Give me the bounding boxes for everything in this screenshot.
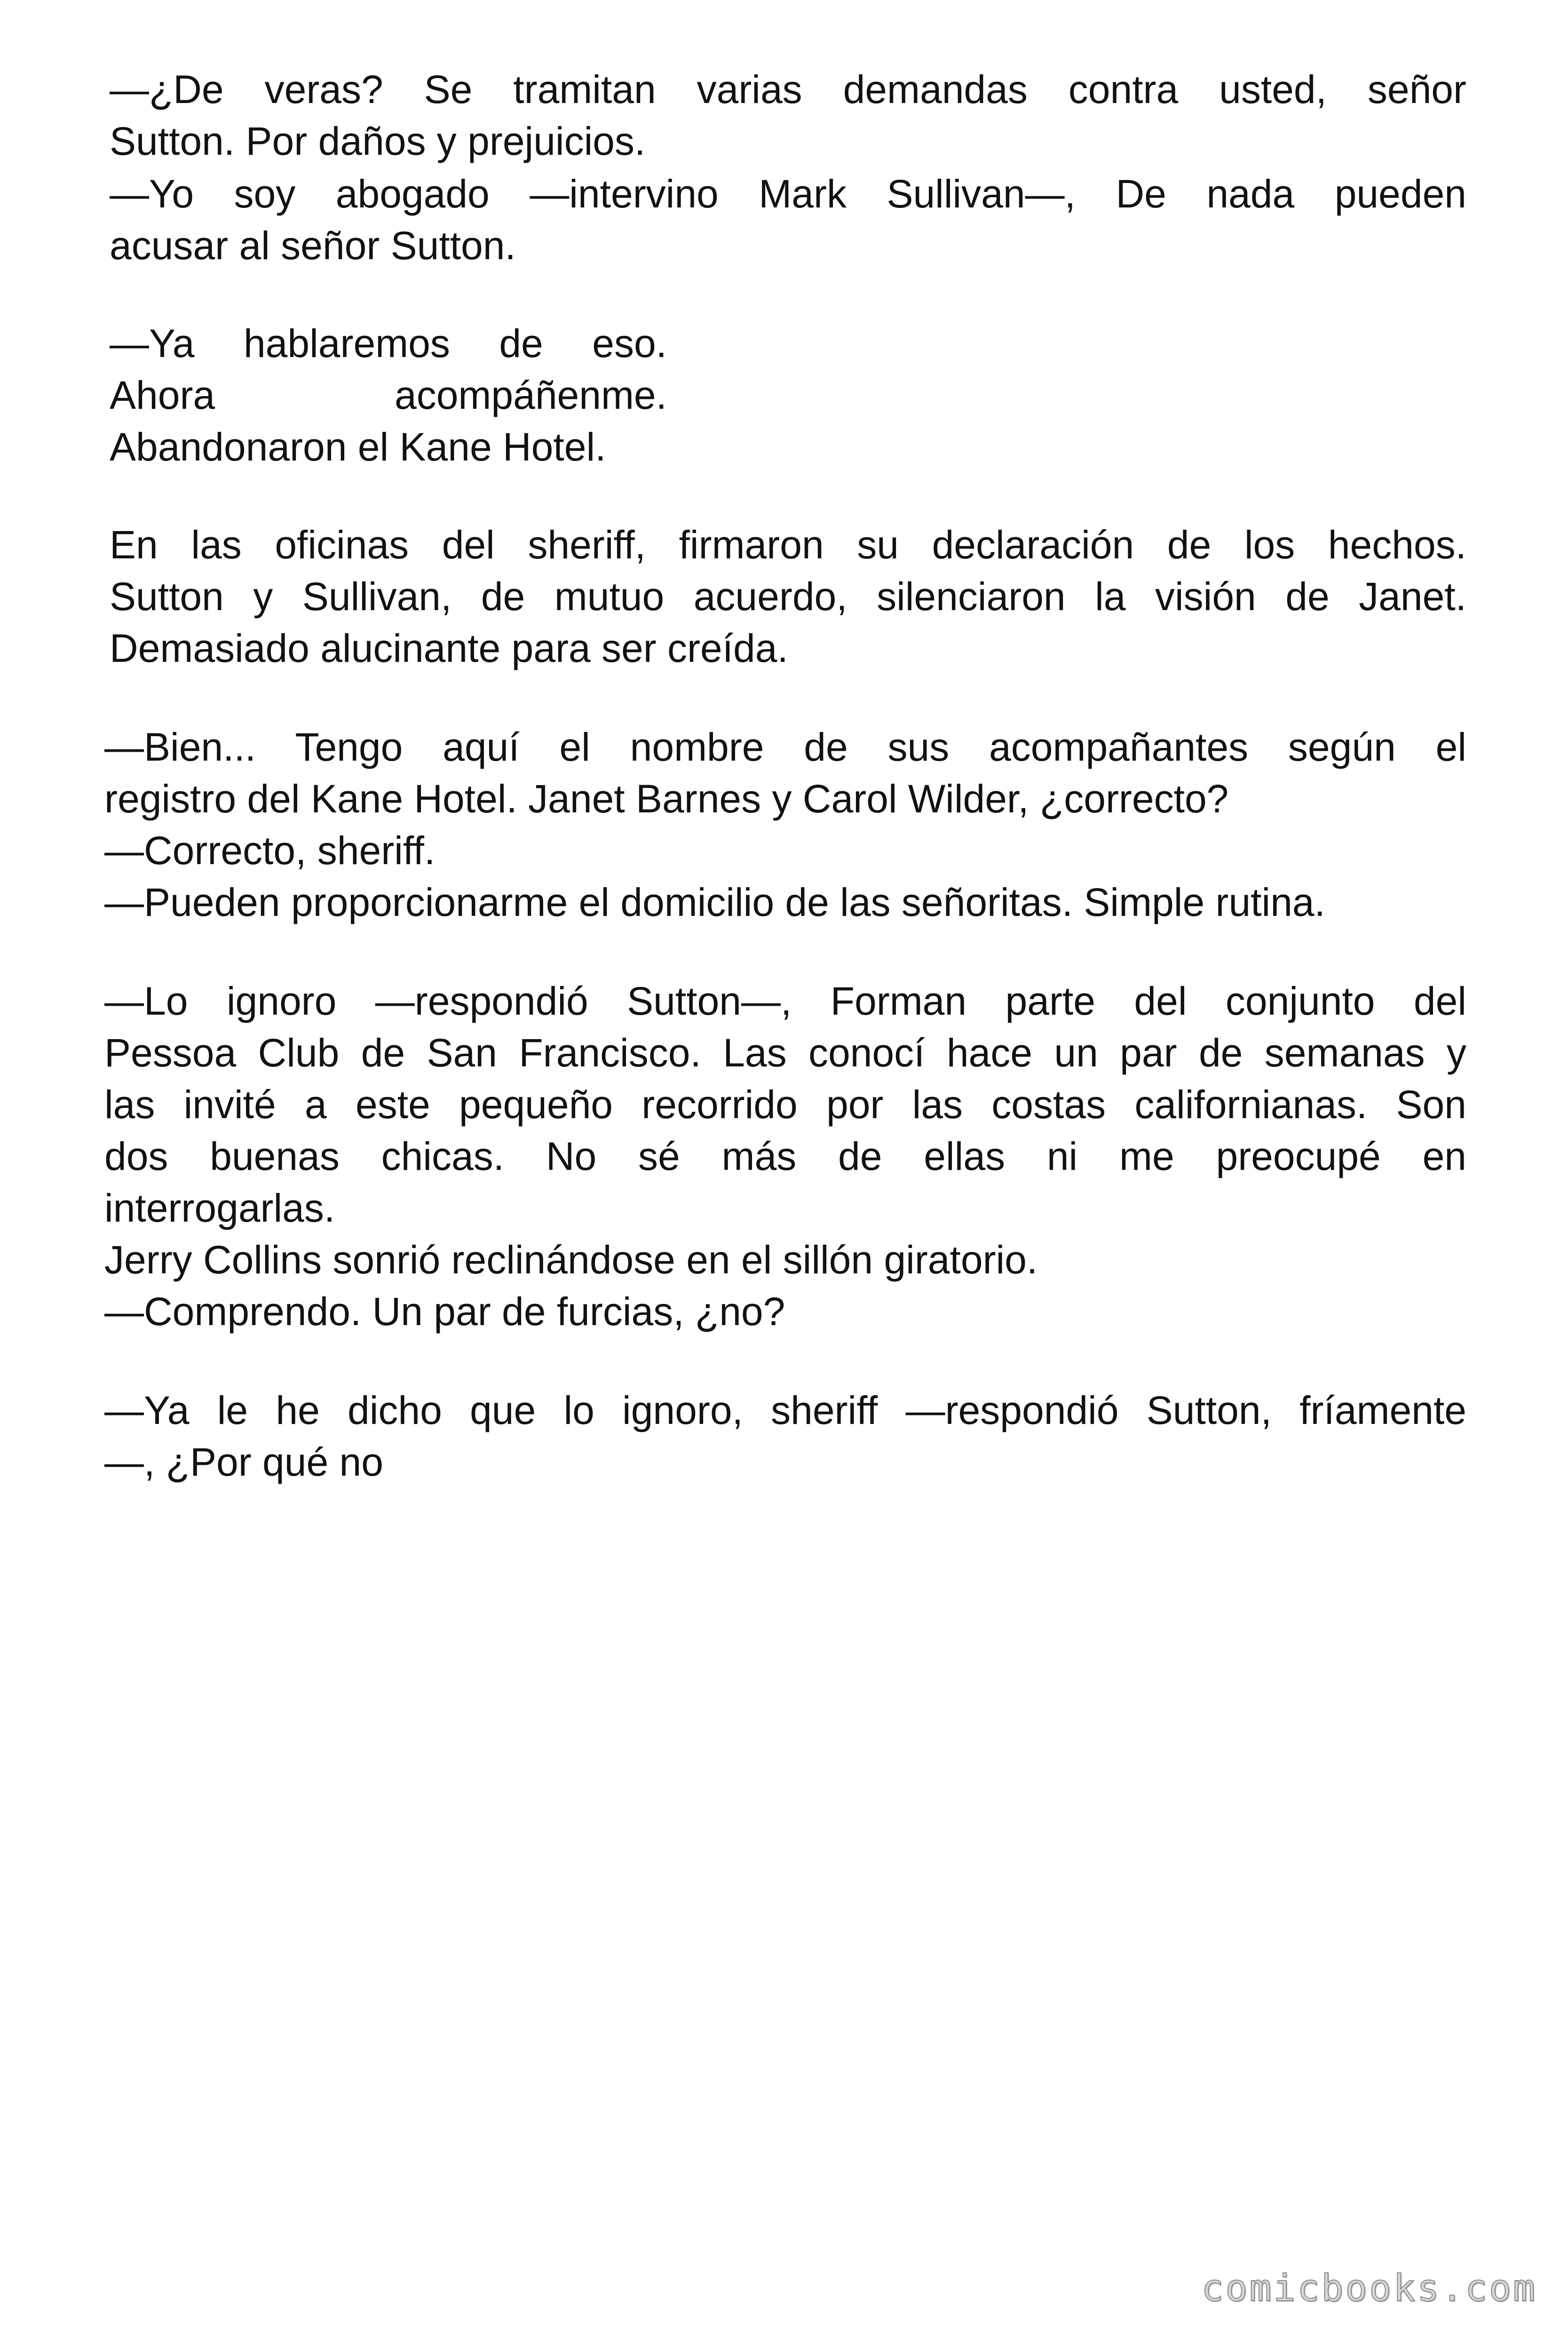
text-line: —Ya le he dicho que lo ignoro, sheriff —respondió Sutton, fríamente	[104, 1388, 1466, 1432]
text-line: Pessoa Club de San Francisco. Las conocí hace un par de semanas y	[104, 1031, 1466, 1075]
text-line: Abandonaron el Kane Hotel.	[110, 425, 606, 469]
text-line: Ahora acompáñenme.	[110, 373, 667, 417]
text-line: acusar al señor Sutton.	[110, 223, 516, 268]
text-line: interrogarlas.	[104, 1186, 335, 1230]
text-line: Demasiado alucinante para ser creída.	[110, 626, 788, 670]
text-line: —, ¿Por qué no	[104, 1440, 383, 1484]
text-line: Sutton y Sullivan, de mutuo acuerdo, silenciaron la visión de Janet.	[110, 574, 1466, 619]
site-watermark: comicbooks.com	[1201, 2267, 1537, 2310]
text-line: Jerry Collins sonrió reclinándose en el sillón giratorio.	[104, 1238, 1038, 1282]
text-line: —Comprendo. Un par de furcias, ¿no?	[104, 1289, 785, 1334]
text-line: —Ya hablaremos de eso.	[110, 321, 667, 366]
text-line: las invité a este pequeño recorrido por las costas californianas. Son	[104, 1082, 1466, 1127]
text-line: —Correcto, sheriff.	[104, 828, 436, 873]
text-line: —Yo soy abogado —intervino Mark Sullivan—, De nada pueden	[110, 172, 1466, 216]
text-line: En las oficinas del sheriff, firmaron su declaración de los hechos.	[110, 523, 1466, 567]
text-line: —Lo ignoro —respondió Sutton—, Forman parte del conjunto del	[104, 979, 1466, 1023]
text-line: dos buenas chicas. No sé más de ellas ni me preocupé en	[104, 1134, 1466, 1178]
text-line: —Bien... Tengo aquí el nombre de sus acompañantes según el	[104, 725, 1466, 769]
text-line: Sutton. Por daños y prejuicios.	[110, 119, 646, 163]
text-line: registro del Kane Hotel. Janet Barnes y Carol Wilder, ¿correcto?	[104, 777, 1229, 821]
text-line: —¿De veras? Se tramitan varias demandas contra usted, señor	[110, 67, 1466, 111]
text-line: —Pueden proporcionarme el domicilio de las señoritas. Simple rutina.	[104, 880, 1325, 924]
